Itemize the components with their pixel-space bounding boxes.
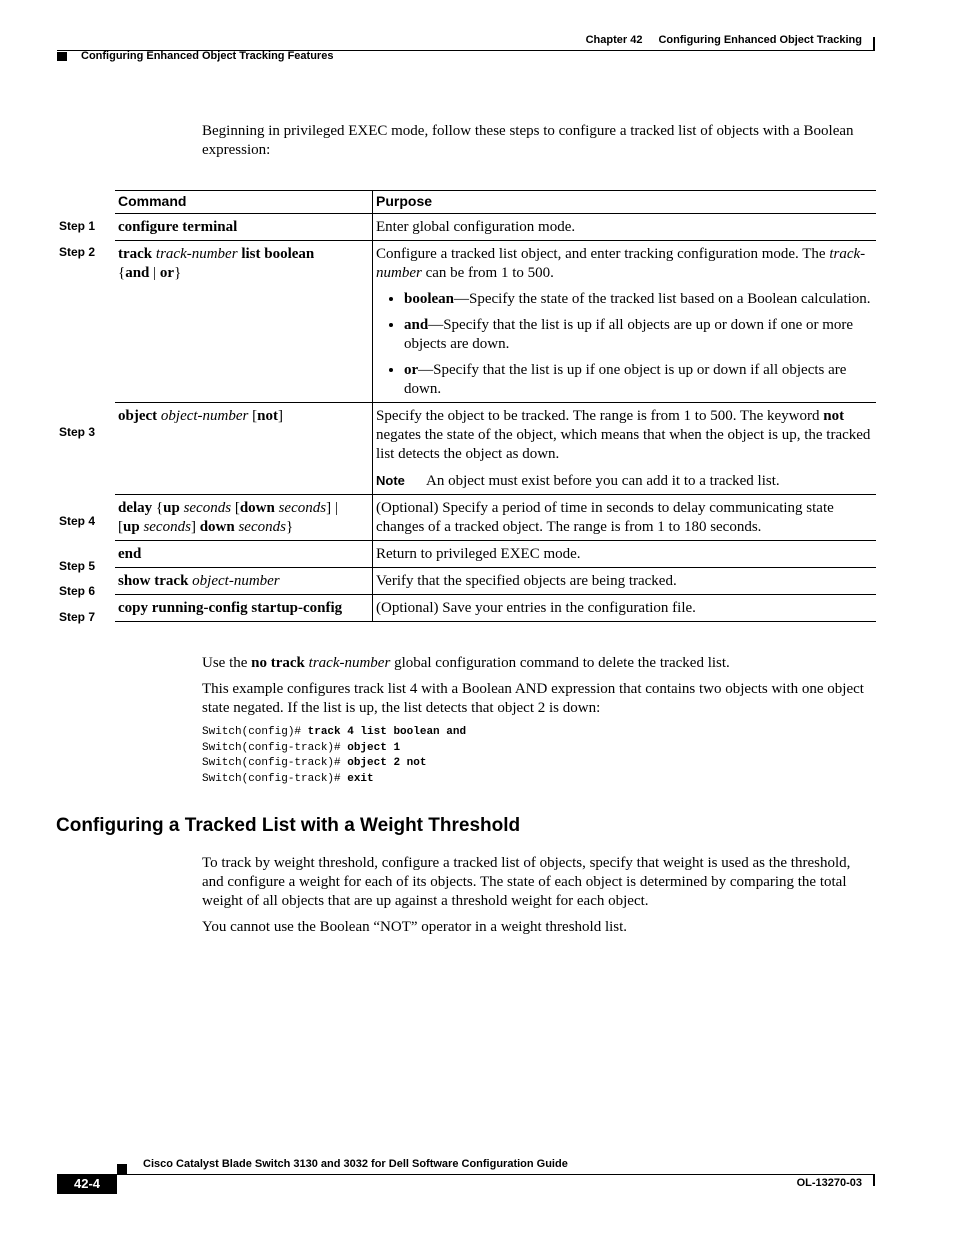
- table-row: [115, 595, 876, 622]
- code-command: object 1: [347, 741, 401, 754]
- option-text: —Specify that the list is up if all objects are up or down if one or more objects are down.: [404, 317, 854, 352]
- document-number: OL-13270-03: [796, 1177, 862, 1189]
- table-row: [115, 541, 876, 568]
- note-text: An object must exist before you can add it to a tracked list.: [426, 473, 780, 489]
- argument: track-number: [308, 655, 391, 671]
- footer-tick: [873, 1174, 875, 1186]
- command-argument: track-number: [155, 246, 238, 262]
- purpose-cell: (Optional) Save your entries in the configuration file.: [373, 595, 877, 622]
- table-row: [115, 495, 876, 541]
- command-keyword: up: [123, 519, 140, 535]
- chapter-number: Chapter 42: [585, 34, 643, 46]
- command-keyword: list boolean: [241, 246, 315, 262]
- text: negates the state of the object, which means that when the object is up, the tracked list detects the object as down.: [376, 427, 871, 462]
- command-keyword: delay: [118, 500, 153, 516]
- list-item: [404, 361, 872, 399]
- purpose-cell: Enter global configuration mode.: [373, 214, 877, 241]
- command-argument: seconds: [143, 519, 191, 535]
- table-header-row: [115, 191, 876, 214]
- text: Specify the object to be tracked. The range is from 1 to 500. The keyword: [376, 408, 824, 424]
- command-keyword: configure terminal: [118, 219, 238, 235]
- list-item: [404, 290, 872, 309]
- section-heading: Configuring a Tracked List with a Weight Threshold: [56, 815, 521, 836]
- command-cell: [115, 541, 373, 568]
- code-command: exit: [347, 772, 374, 785]
- brace: }: [174, 265, 182, 281]
- command-cell: delay {up seconds [down seconds] | [up seconds] down seconds}: [115, 495, 373, 541]
- argument: track-number: [376, 246, 866, 281]
- command-cell: [115, 595, 373, 622]
- example-paragraph: This example configures track list 4 with a Boolean AND expression that contains two objects with one object state negated. If the list is up, the list detects that object 2 is down:: [202, 681, 864, 716]
- separator: |: [149, 265, 160, 281]
- command-keyword: down: [199, 519, 235, 535]
- option-text: —Specify the state of the tracked list based on a Boolean calculation.: [454, 291, 871, 307]
- bracket: [: [248, 408, 258, 424]
- option-keyword: and: [404, 317, 429, 333]
- purpose-text: [376, 245, 872, 283]
- steps-table: [115, 190, 876, 622]
- section-paragraph: You cannot use the Boolean “NOT” operator in a weight threshold list.: [202, 919, 628, 935]
- bracket: ]: [277, 408, 283, 424]
- command-argument: object-number: [192, 573, 280, 589]
- command-keyword: end: [118, 546, 142, 562]
- command-argument: seconds: [183, 500, 232, 516]
- purpose-cell: Verify that the specified objects are being tracked.: [373, 568, 877, 595]
- page-number: 42-4: [73, 1176, 101, 1191]
- command-keyword: and: [125, 265, 150, 281]
- column-header-command: Command: [115, 191, 373, 214]
- option-list: [376, 290, 872, 399]
- step-label: Step 5: [59, 559, 96, 573]
- keyword: no track: [251, 655, 305, 671]
- table-row: [115, 568, 876, 595]
- step-label: Step 1: [59, 219, 96, 233]
- code-command: object 2 not: [347, 757, 427, 769]
- command-argument: seconds: [278, 500, 327, 516]
- step-label: Step 2: [59, 245, 96, 259]
- note: [376, 471, 872, 491]
- code-prompt: Switch(config-track)#: [202, 741, 348, 754]
- code-line: [202, 725, 466, 741]
- footer-guide-title: Cisco Catalyst Blade Switch 3130 and 3032 for Dell Software Configuration Guide: [143, 1158, 568, 1170]
- code-line: [202, 772, 466, 788]
- code-prompt: Switch(config-track)#: [202, 757, 348, 769]
- code-line: [202, 756, 466, 772]
- option-keyword: boolean: [404, 291, 455, 307]
- command-keyword: track: [118, 246, 153, 262]
- purpose-text: [376, 407, 872, 464]
- footer-rule: [117, 1174, 875, 1175]
- intro-paragraph: Beginning in privileged EXEC mode, follow these steps to configure a tracked list of objects with a Boolean expression:: [202, 123, 854, 158]
- code-prompt: Switch(config-track)#: [202, 772, 348, 785]
- header-chapter: [586, 34, 862, 46]
- option-text: —Specify that the list is up if one object is up or down if all objects are down.: [404, 362, 847, 397]
- command-cell: [115, 568, 373, 595]
- table-row: [115, 214, 876, 241]
- step-label: Step 6: [59, 584, 96, 598]
- command-cell: [115, 241, 373, 403]
- section-paragraph: To track by weight threshold, configure a tracked list of objects, specify that weight is used as the threshold, and configure a weight for each of its objects. The state of each object is determined by comparing the total weight of all objects that are up against a threshold weight for each object.: [202, 855, 851, 909]
- command-keyword: object: [118, 408, 158, 424]
- text: Use the: [202, 655, 252, 671]
- table-row: [115, 241, 876, 403]
- command-keyword: or: [159, 265, 175, 281]
- command-keyword: down: [239, 500, 275, 516]
- step-label: Step 3: [59, 425, 96, 439]
- text: global configuration command to delete the tracked list.: [390, 655, 730, 671]
- keyword: not: [823, 408, 845, 424]
- command-keyword: up: [163, 500, 180, 516]
- purpose-cell: Return to privileged EXEC mode.: [373, 541, 877, 568]
- footer-marker: [117, 1164, 127, 1174]
- code-line: [202, 741, 466, 757]
- usage-paragraph: [202, 654, 874, 673]
- brace: {: [118, 265, 126, 281]
- step-label: Step 4: [59, 514, 96, 528]
- purpose-cell: [373, 241, 877, 403]
- list-item: [404, 316, 872, 354]
- purpose-cell: [373, 403, 877, 495]
- text: can be from 1 to 500.: [421, 265, 554, 281]
- header-tick: [873, 37, 875, 51]
- command-keyword: copy running-config startup-config: [118, 600, 343, 616]
- table-row: [115, 403, 876, 495]
- option-keyword: or: [404, 362, 419, 378]
- code-prompt: Switch(config)#: [202, 726, 308, 738]
- command-keyword: show track: [118, 573, 189, 589]
- code-example: [202, 725, 466, 787]
- note-label: Note: [376, 473, 405, 488]
- column-header-purpose: Purpose: [373, 191, 877, 214]
- purpose-cell: (Optional) Specify a period of time in seconds to delay communicating state changes of a tracked object. The range is from 1 to 180 seconds.: [373, 495, 877, 541]
- command-argument: seconds: [238, 519, 286, 535]
- header-section-title: Configuring Enhanced Object Tracking Features: [81, 50, 334, 62]
- header-marker: [57, 52, 67, 61]
- command-argument: object-number: [160, 408, 249, 424]
- text: Configure a tracked list object, and enter tracking configuration mode. The: [376, 246, 830, 262]
- command-cell: [115, 403, 373, 495]
- command-cell: [115, 214, 373, 241]
- code-command: track 4 list boolean and: [307, 726, 467, 738]
- command-keyword: not: [257, 408, 278, 424]
- step-label: Step 7: [59, 610, 96, 624]
- chapter-title: Configuring Enhanced Object Tracking: [658, 34, 862, 46]
